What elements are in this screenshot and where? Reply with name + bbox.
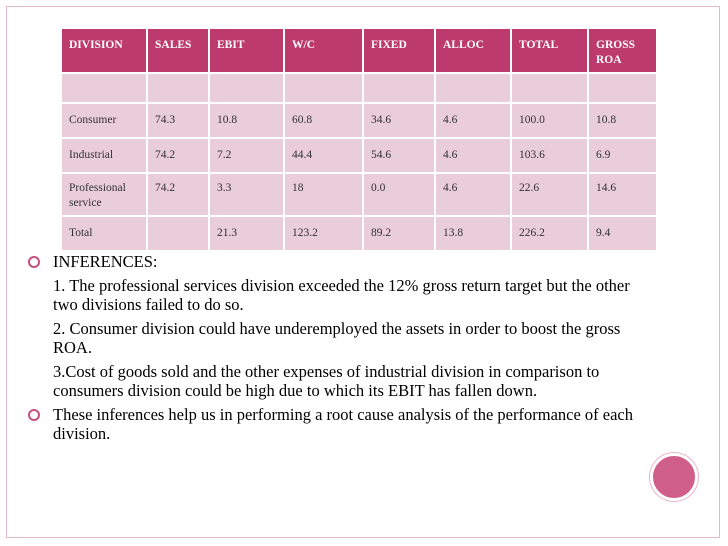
inference-item: 3.Cost of goods sold and the other expenses of industrial division in comparison to consumers division could be high due to which its EBIT has fallen down. (53, 362, 600, 400)
table-cell: 100.0 (511, 103, 588, 138)
table-cell: Total (61, 216, 147, 251)
header-gross-roa: GROSS ROA (588, 28, 657, 73)
decorative-circle (650, 453, 698, 501)
table-cell: Professional service (61, 173, 147, 216)
table-cell: 89.2 (363, 216, 435, 251)
header-total: TOTAL (511, 28, 588, 73)
header-alloc: ALLOC (435, 28, 511, 73)
table-cell: 6.9 (588, 138, 657, 173)
table-cell: 14.6 (588, 173, 657, 216)
inference-item: 1. The professional services division exceeded the 12% gross return target but the other two divisions failed to do so. (53, 276, 630, 314)
table-row (61, 216, 657, 251)
table-cell: 4.6 (435, 173, 511, 216)
table-cell: 74.3 (147, 103, 209, 138)
table-cell: 0.0 (363, 173, 435, 216)
table-row (61, 173, 657, 216)
table-cell (209, 73, 284, 103)
header-wc: W/C (284, 28, 363, 73)
inferences-bullet (28, 252, 638, 400)
header-sales: SALES (147, 28, 209, 73)
table-cell (147, 73, 209, 103)
ring-bullet-icon (28, 409, 40, 421)
inference-item: 2. Consumer division could have underemployed the assets in order to boost the gross ROA. (53, 319, 621, 357)
inferences-heading: INFERENCES: (53, 252, 158, 271)
table-cell (61, 73, 147, 103)
conclusion-text: These inferences help us in performing a root cause analysis of the performance of each division. (53, 405, 634, 443)
table-cell: 4.6 (435, 103, 511, 138)
header-division: DIVISION (61, 28, 147, 73)
table-cell: 34.6 (363, 103, 435, 138)
table-cell (147, 216, 209, 251)
table-cell (435, 73, 511, 103)
table-cell: Industrial (61, 138, 147, 173)
ring-bullet-icon (28, 256, 40, 268)
table-cell: 21.3 (209, 216, 284, 251)
table-row (61, 103, 657, 138)
table-cell: 7.2 (209, 138, 284, 173)
table-row (61, 138, 657, 173)
division-roa-table (60, 27, 658, 252)
table-cell: 123.2 (284, 216, 363, 251)
table-cell: Consumer (61, 103, 147, 138)
table-cell: 103.6 (511, 138, 588, 173)
table-cell: 10.8 (588, 103, 657, 138)
table-cell: 60.8 (284, 103, 363, 138)
table-cell: 74.2 (147, 138, 209, 173)
table-cell: 18 (284, 173, 363, 216)
table-cell: 10.8 (209, 103, 284, 138)
conclusion-bullet (28, 405, 638, 443)
table-cell (588, 73, 657, 103)
table-cell: 44.4 (284, 138, 363, 173)
table-header-row (61, 28, 657, 73)
table-cell: 3.3 (209, 173, 284, 216)
table-cell: 74.2 (147, 173, 209, 216)
table-cell (511, 73, 588, 103)
table-cell: 54.6 (363, 138, 435, 173)
header-ebit: EBIT (209, 28, 284, 73)
table-cell: 22.6 (511, 173, 588, 216)
table-cell: 13.8 (435, 216, 511, 251)
table-cell (363, 73, 435, 103)
table-cell (284, 73, 363, 103)
bullet-list (28, 252, 638, 448)
table-cell: 226.2 (511, 216, 588, 251)
header-fixed: FIXED (363, 28, 435, 73)
table-blank-row (61, 73, 657, 103)
table-cell: 9.4 (588, 216, 657, 251)
table-cell: 4.6 (435, 138, 511, 173)
